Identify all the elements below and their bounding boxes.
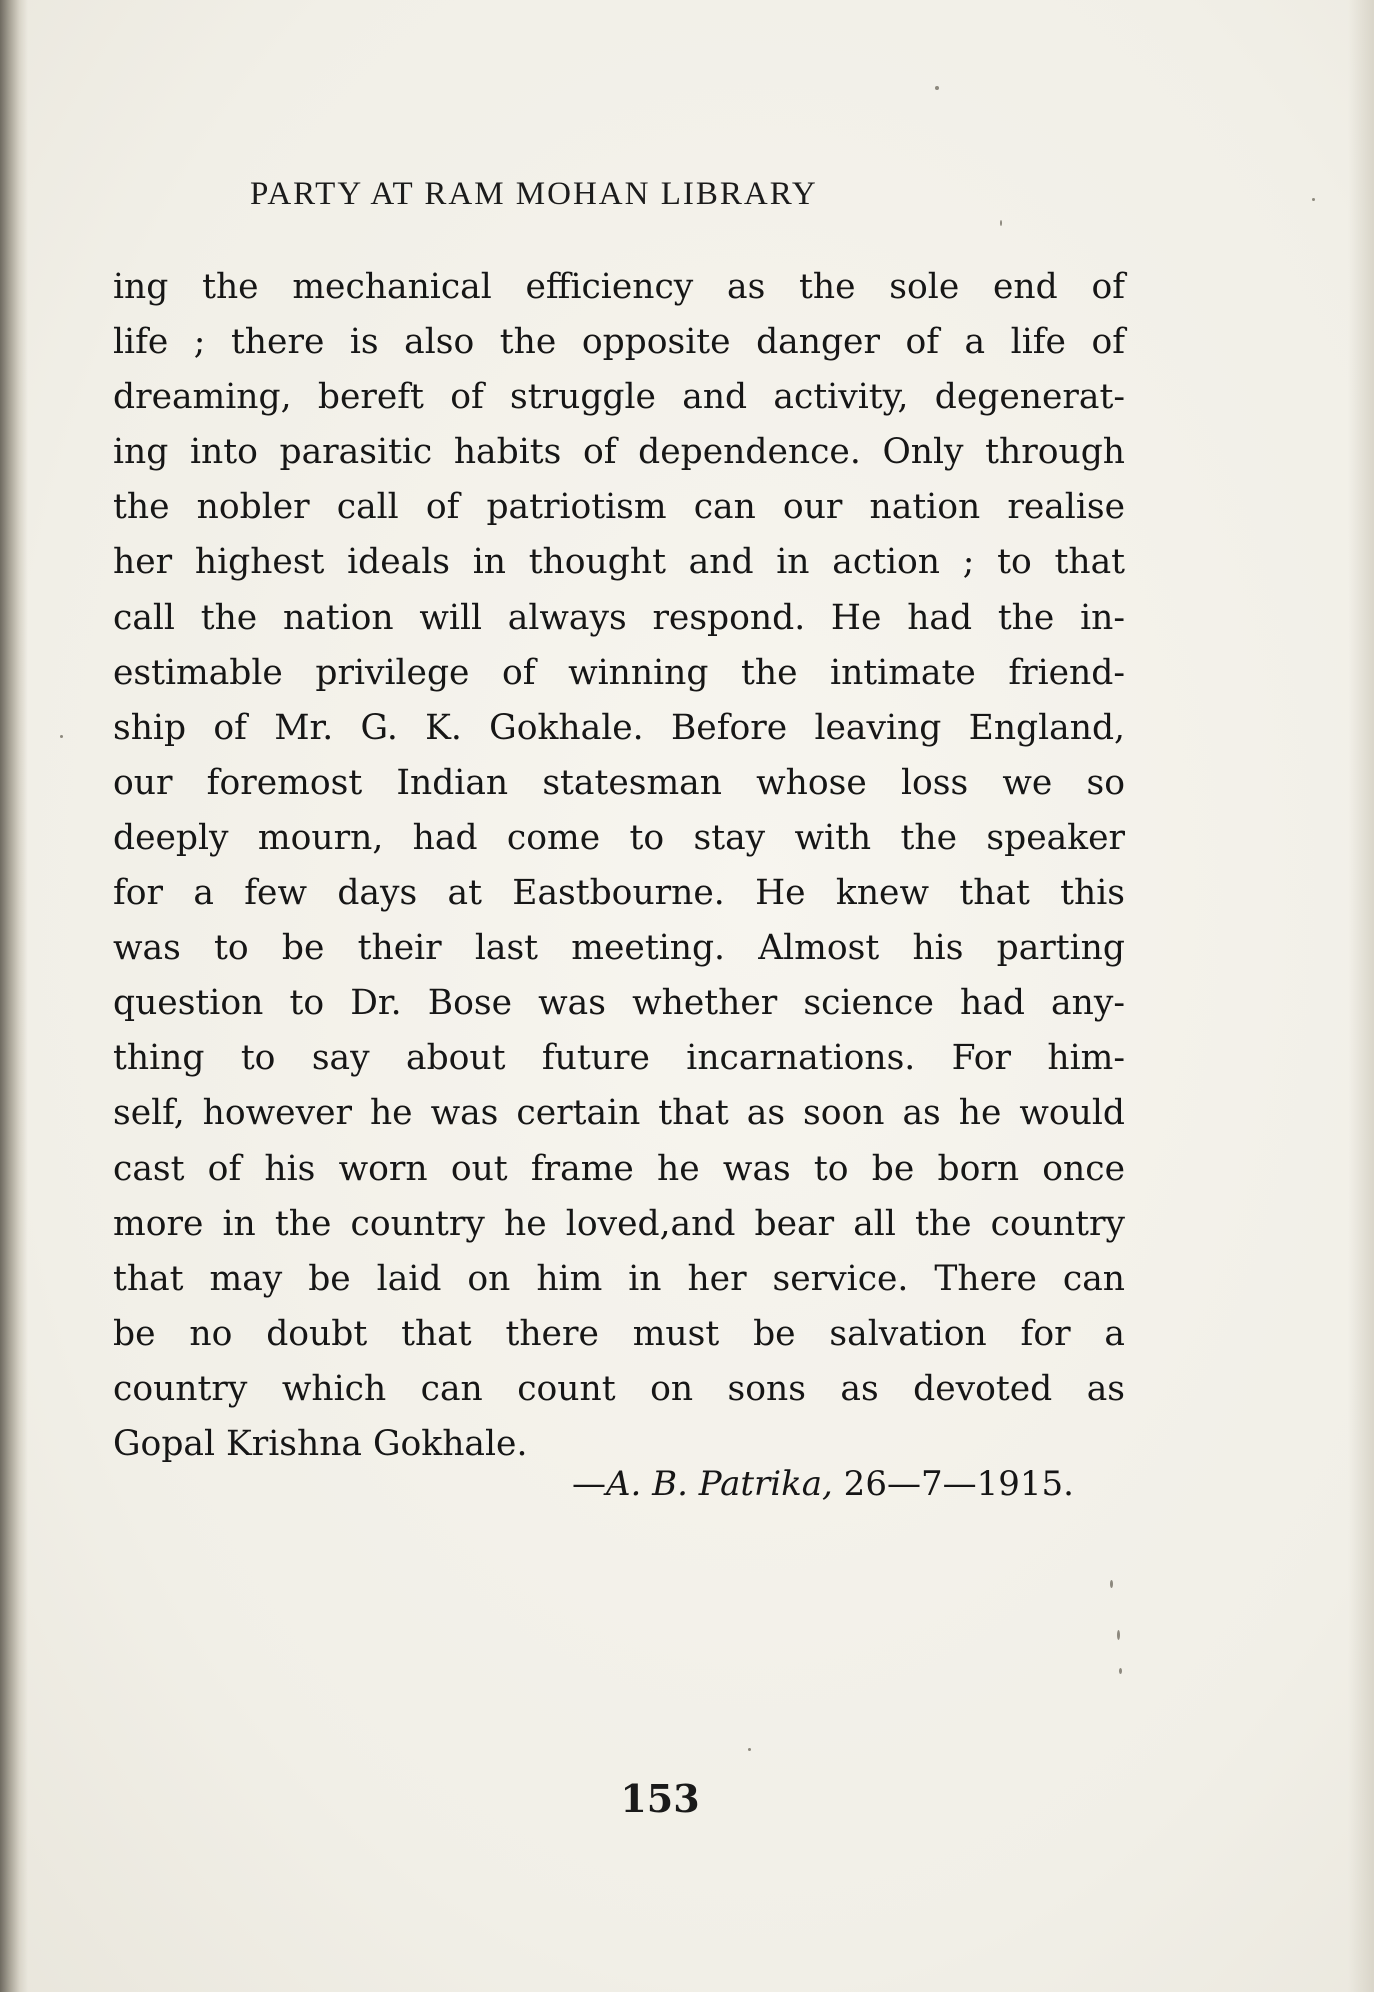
text-line: dreaming, bereft of struggle and activity, degenerat- [113,377,1125,418]
running-head: PARTY AT RAM MOHAN LIBRARY [250,176,818,212]
source-citation [572,1464,1132,1504]
text-line: self, however he was certain that as soon as he would [113,1093,1125,1134]
text-line: ing the mechanical efficiency as the sole end of [113,267,1125,307]
text-line: ship of Mr. G. K. Gokhale. Before leaving England, [113,707,1125,748]
citation-dash: — [572,1464,606,1504]
text-line: the nobler call of patriotism can our nation realise [113,487,1125,528]
text-line: question to Dr. Bose was whether science had any- [113,983,1125,1024]
citation-date: 26—7—1915. [832,1464,1074,1504]
body-paragraph [113,260,1125,1472]
text-line: cast of his worn out frame he was to be born once [113,1148,1125,1189]
paper-speck [1119,1668,1122,1674]
citation-publication: A. B. Patrika, [606,1464,833,1504]
text-line: country which can count on sons as devoted as [113,1368,1125,1409]
text-line: was to be their last meeting. Almost his parting [113,928,1125,969]
text-line: that may be laid on him in her service. There can [113,1258,1125,1299]
binding-edge [0,0,28,1992]
paper-speck [1000,220,1002,226]
text-line: thing to say about future incarnations. For him- [113,1038,1125,1079]
text-line: deeply mourn, had come to stay with the speaker [113,817,1125,858]
text-line: for a few days at Eastbourne. He knew that this [113,873,1125,914]
text-line: ing into parasitic habits of dependence. Only through [113,432,1125,473]
text-line: call the nation will always respond. He had the in- [113,597,1125,638]
text-line: more in the country he loved,and bear all the country [113,1203,1125,1244]
page-number: 153 [620,1776,700,1821]
paper-speck [1117,1630,1120,1640]
paper-speck [935,86,939,90]
paper-speck [60,735,63,738]
text-line: her highest ideals in thought and in action ; to that [113,542,1125,583]
text-line: our foremost Indian statesman whose loss we so [113,762,1125,803]
text-line: Gopal Krishna Gokhale. [113,1423,528,1464]
text-line: be no doubt that there must be salvation for a [113,1313,1125,1354]
page-edge [1348,0,1374,1992]
paper-speck [1110,1580,1113,1588]
paper-speck [1312,198,1315,201]
text-line: estimable privilege of winning the intimate friend- [113,652,1125,693]
text-line: life ; there is also the opposite danger of a life of [113,322,1125,363]
paper-speck [748,1748,751,1751]
